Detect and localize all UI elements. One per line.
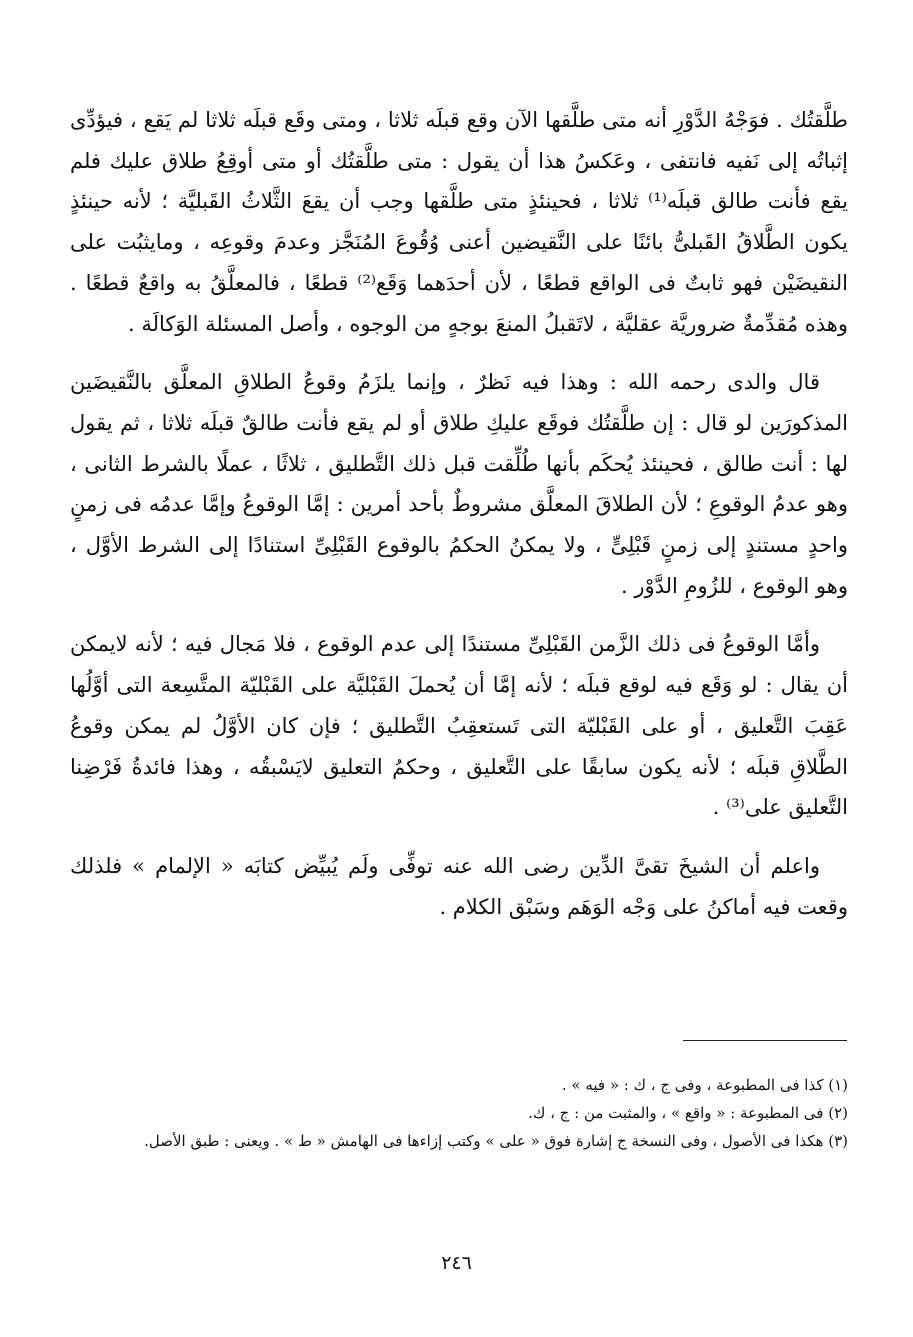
footnote-divider-area xyxy=(0,1040,913,1041)
footnotes xyxy=(70,1072,848,1156)
footnote-separator xyxy=(683,1040,847,1041)
paragraph-1: طلَّقتُك . فوَجْهُ الدَّوْرِ أنه متى طلَّقها الآن وقع قبلَه ثلاثا ، ومتى وقَع قبلَه ثلاثا لم يَقع ، فيؤدِّى إثباتُه إلى نَفيه فانتفى ، وعَكسُ هذا أن يقول : متى طلَّقتُك أو متى أوقِعُ طلاق عليك فلم يقع فأنت طالق قبلَه⁽¹⁾ ثلاثا ، فحينئذٍ متى طلَّقها وجب أن يقعَ الثَّلاثُ القَبليَّة ؛ لأنه حينئذٍ يكون الطَّلاقُ القَبلىُّ بائنًا على النَّقيضين أعنى وُقُوعَ المُنَجَّز وعدمَ وقوعِه ، ومايثبُت على النقيضَيْن فهو ثابتٌ فى الواقع قطعًا ، لأن أحدَهما وَقَع⁽²⁾ قطعًا ، فالمعلَّقُ به واقعٌ قطعًا . وهذه مُقدِّمةٌ ضروريَّة عقليَّة ، لاتَقبلُ المنعَ بوجهٍ من الوجوه ، وأصل المسئلة الوَكالَة . xyxy=(70,108,848,336)
main-text xyxy=(70,100,848,945)
footnote-1: (١) كذا فى المطبوعة ، وفى ج ، ك : « فيه » . xyxy=(561,1076,848,1094)
paragraph-4: واعلم أن الشيخَ تقىَّ الدِّين رضى الله عنه توفِّى ولَم يُبيِّض كتابَه « الإلمام » فلذلك وقعت فيه أماكنُ على وَجْه الوَهَم وسَبْق الكلام . xyxy=(70,853,848,919)
footnote-2: (٢) فى المطبوعة : « واقع » ، والمثبت من : ج ، ك. xyxy=(528,1104,848,1122)
page-number: ٢٤٦ xyxy=(441,1252,472,1274)
paragraph-3: وأمَّا الوقوعُ فى ذلك الزَّمن القَبْلِىِّ مستندًا إلى عدم الوقوع ، فلا مَجال فيه ؛ لأنه لايمكن أن يقال : لو وَقَع فيه لوقع قبلَه ؛ لأنه إمَّا أن يُحملَ القَبْليَّة على القَبْليّة المتَّسِعة التى أوَّلُها عَقِبَ التَّعليق ، أو على القَبْليّة التى تَستعقِبُ التَّطليق ؛ فإن كان الأوَّلُ لم يمكن وقوعُ الطَّلاقِ قبلَه ؛ لأنه يكون سابقًا على التَّعليق ، وحكمُ التعليق لايَسْبقُه ، وهذا فائدةُ فَرْضِنا التَّعليق على⁽³⁾ . xyxy=(70,632,848,820)
paragraph-2: قال والدى رحمه الله : وهذا فيه نَظرٌ ، وإنما يلزَمُ وقوعُ الطلاقِ المعلَّق بالنَّقيضَين المذكورَين لو قال : إن طلَّقتُك فوقَع عليكِ طلاق أو لم يقع فأنت طالقٌ قبلَه ثلاثا ، ثم يقول لها : أنت طالق ، فحينئذ يُحكَم بأنها طُلِّقت قبل ذلك التَّطليق ، ثلاثًا ، عملًا بالشرط الثانى ، وهو عدمُ الوقوعِ ؛ لأن الطلاقَ المعلَّق مشروطٌ بأحد أمرين : إمَّا الوقوعُ وإمَّا عدمُه فى زمنٍ واحدٍ مستندٍ إلى زمنٍ قَبْلِىٍّ ، ولا يمكنُ الحكمُ بالوقوع القَبْلِىِّ استنادًا إلى الشرط الأوَّل ، وهو الوقوع ، للزُومِ الدَّوْر . xyxy=(70,370,848,598)
footnote-3: (٣) هكذا فى الأصول ، وفى النسخة ج إشارة فوق « على » وكتب إزاءها فى الهامش « ط » . ويعنى : طبق الأصل. xyxy=(144,1132,848,1150)
